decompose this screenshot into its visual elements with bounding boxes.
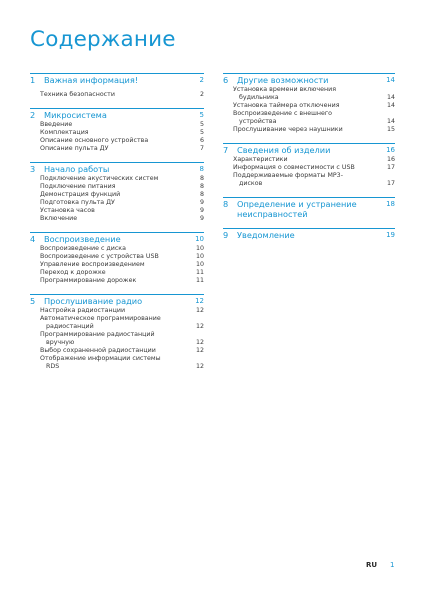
toc-entry[interactable] (40, 91, 204, 99)
section-title-line: Определение и устранение (237, 199, 357, 209)
section-title-line: неисправностей (237, 209, 308, 219)
entry-title (40, 137, 196, 145)
entry-title-line: Установка часов (40, 207, 95, 214)
page-number: 1 (390, 561, 395, 569)
entry-page-number: 12 (195, 363, 204, 370)
entry-title-line: дисков (239, 180, 263, 187)
section-page-number: 10 (195, 235, 204, 243)
section-page-number: 16 (386, 146, 395, 154)
toc-section (30, 232, 204, 285)
section-number: 5 (30, 296, 36, 306)
entry-title-line: Настройка радиостанции (40, 307, 126, 314)
entry-title-line: радиостанций (46, 323, 94, 330)
entry-page-number: 8 (199, 175, 204, 182)
toc-entry[interactable] (40, 199, 204, 207)
toc-entry-list (223, 86, 395, 134)
entry-title-line: устройства (239, 118, 277, 125)
entry-title-line: Программирование радиостанций (40, 331, 155, 338)
toc-section-heading[interactable] (30, 73, 204, 85)
entry-title (40, 331, 192, 347)
toc-section-heading[interactable] (30, 232, 204, 244)
entry-title-line: Программирование дорожек (40, 277, 137, 284)
entry-page-number: 17 (386, 180, 395, 187)
entry-title (40, 269, 192, 277)
toc-entry-list (30, 91, 204, 99)
section-title (44, 110, 196, 120)
entry-title (233, 86, 383, 102)
toc-left-column (30, 73, 204, 380)
entry-title (40, 145, 196, 153)
toc-entry-list (30, 175, 204, 223)
entry-title-line: Описание пульта ДУ (40, 145, 109, 152)
toc-section (30, 162, 204, 223)
toc-section-heading[interactable] (223, 197, 395, 219)
entry-title (40, 215, 196, 223)
section-page-number: 12 (195, 297, 204, 305)
entry-title-line: Установка таймера отключения (233, 102, 340, 109)
toc-section (223, 197, 395, 219)
entry-title (40, 347, 192, 355)
toc-entry[interactable] (40, 347, 204, 355)
entry-page-number: 2 (199, 91, 204, 98)
entry-title-line: Воспроизведение с устройства USB (40, 253, 159, 260)
toc-section (223, 228, 395, 240)
toc-entry[interactable] (40, 175, 204, 183)
entry-page-number: 8 (199, 183, 204, 190)
toc-entry[interactable] (40, 331, 204, 347)
section-number: 6 (223, 75, 229, 85)
toc-section-heading[interactable] (30, 294, 204, 306)
entry-title (233, 102, 383, 110)
toc-section-heading[interactable] (223, 73, 395, 85)
entry-title (40, 183, 196, 191)
entry-title-line: Характеристики (233, 156, 288, 163)
entry-page-number: 9 (199, 199, 204, 206)
entry-page-number: 12 (195, 307, 204, 314)
section-number: 3 (30, 164, 36, 174)
entry-title (40, 199, 196, 207)
entry-title (40, 207, 196, 215)
toc-entry[interactable] (40, 129, 204, 137)
entry-title-line: Отображение информации системы (40, 355, 161, 362)
toc-entry[interactable] (40, 277, 204, 285)
entry-page-number: 5 (199, 121, 204, 128)
toc-section (223, 143, 395, 188)
toc-section (30, 294, 204, 371)
entry-page-number: 14 (386, 118, 395, 125)
section-number: 2 (30, 110, 36, 120)
toc-section-heading[interactable] (30, 162, 204, 174)
entry-page-number: 9 (199, 207, 204, 214)
section-title (237, 145, 382, 155)
entry-title (40, 121, 196, 129)
entry-page-number: 11 (195, 277, 204, 284)
section-page-number: 18 (386, 200, 395, 208)
section-number: 7 (223, 145, 229, 155)
toc-section (30, 108, 204, 153)
entry-title-line: Информация о совместимости с USB (233, 164, 355, 171)
toc-entry[interactable] (40, 253, 204, 261)
section-title (44, 75, 196, 85)
entry-title (40, 245, 192, 253)
section-title-line: Прослушивание радио (44, 296, 143, 306)
section-number: 8 (223, 199, 229, 209)
section-title (237, 230, 382, 240)
entry-title (40, 277, 192, 285)
toc-entry[interactable] (233, 86, 395, 102)
entry-title (233, 164, 383, 172)
toc-entry[interactable] (233, 102, 395, 110)
entry-page-number: 9 (199, 215, 204, 222)
toc-entry[interactable] (40, 183, 204, 191)
entry-title-line: Описание основного устройства (40, 137, 149, 144)
entry-page-number: 14 (386, 102, 395, 109)
entry-title-line: Переход к дорожке (40, 269, 106, 276)
section-page-number: 8 (199, 165, 204, 173)
entry-title-line: Введение (40, 121, 73, 128)
entry-page-number: 6 (199, 137, 204, 144)
entry-title (40, 129, 196, 137)
entry-title (233, 172, 383, 188)
toc-section-heading[interactable] (223, 228, 395, 240)
toc-entry[interactable] (40, 191, 204, 199)
section-page-number: 19 (386, 231, 395, 239)
section-title (44, 164, 196, 174)
section-title (44, 296, 191, 306)
entry-page-number: 12 (195, 347, 204, 354)
entry-title (40, 355, 192, 371)
entry-page-number: 16 (386, 156, 395, 163)
toc-entry-list (30, 121, 204, 153)
entry-page-number: 8 (199, 191, 204, 198)
toc-entry[interactable] (40, 261, 204, 269)
entry-title (40, 191, 196, 199)
section-page-number: 2 (199, 76, 204, 84)
toc-entry[interactable] (40, 215, 204, 223)
toc-entry[interactable] (233, 156, 395, 164)
toc-entry[interactable] (40, 145, 204, 153)
entry-title (40, 175, 196, 183)
entry-title-line: Прослушивание через наушники (233, 126, 343, 133)
entry-page-number: 5 (199, 129, 204, 136)
section-title (237, 75, 382, 85)
entry-page-number: 12 (195, 339, 204, 346)
entry-page-number: 7 (199, 145, 204, 152)
section-title-line: Уведомление (237, 230, 295, 240)
section-title (237, 199, 382, 219)
toc-entry[interactable] (40, 315, 204, 331)
section-title-line: Другие возможности (237, 75, 329, 85)
entry-title-line: Подключение питания (40, 183, 116, 190)
section-title-line: Воспроизведение (44, 234, 121, 244)
toc-entry-list (223, 156, 395, 188)
entry-title (40, 315, 192, 331)
toc-entry-list (30, 245, 204, 285)
section-page-number: 14 (386, 76, 395, 84)
entry-title (233, 110, 383, 126)
toc-entry[interactable] (233, 164, 395, 172)
section-title-line: Начало работы (44, 164, 110, 174)
toc-entry[interactable] (233, 110, 395, 126)
section-number: 9 (223, 230, 229, 240)
entry-title-line: Подготовка пульта ДУ (40, 199, 115, 206)
toc-section (223, 73, 395, 134)
entry-title-line: Воспроизведение с внешнего (233, 110, 333, 117)
entry-title-line: Поддерживаемые форматы MP3- (233, 172, 343, 179)
toc-entry[interactable] (40, 355, 204, 371)
entry-page-number: 10 (195, 261, 204, 268)
toc-entry[interactable] (40, 269, 204, 277)
entry-title (233, 126, 383, 134)
toc-entry[interactable] (233, 126, 395, 134)
entry-title-line: Подключение акустических систем (40, 175, 159, 182)
entry-title-line: RDS (46, 363, 60, 370)
section-number: 4 (30, 234, 36, 244)
entry-title (40, 253, 192, 261)
entry-page-number: 17 (386, 164, 395, 171)
entry-title-line: Управление воспроизведением (40, 261, 145, 268)
entry-title-line: Воспроизведение с диска (40, 245, 126, 252)
entry-title (233, 156, 383, 164)
entry-page-number: 10 (195, 253, 204, 260)
entry-title-line: Автоматическое программирование (40, 315, 161, 322)
entry-title-line: Демонстрация функций (40, 191, 121, 198)
entry-title-line: вручную (46, 339, 75, 346)
toc-entry[interactable] (40, 307, 204, 315)
toc-entry[interactable] (233, 172, 395, 188)
entry-title (40, 261, 192, 269)
toc-section (30, 73, 204, 99)
section-number: 1 (30, 75, 36, 85)
section-page-number: 5 (199, 111, 204, 119)
entry-title (40, 307, 192, 315)
toc-section-heading[interactable] (223, 143, 395, 155)
toc-entry[interactable] (40, 121, 204, 129)
entry-title-line: Установка времени включения (233, 86, 337, 93)
entry-title-line: будильника (239, 94, 279, 101)
entry-title (40, 91, 196, 99)
entry-page-number: 15 (386, 126, 395, 133)
toc-section-heading[interactable] (30, 108, 204, 120)
section-title-line: Микросистема (44, 110, 107, 120)
entry-page-number: 12 (195, 323, 204, 330)
toc-entry[interactable] (40, 137, 204, 145)
entry-page-number: 11 (195, 269, 204, 276)
entry-title-line: Комплектация (40, 129, 89, 136)
entry-page-number: 14 (386, 94, 395, 101)
toc-right-column (223, 73, 395, 249)
section-title (44, 234, 191, 244)
language-code: RU (366, 561, 378, 569)
toc-entry-list (30, 307, 204, 371)
entry-title-line: Техника безопасности (40, 91, 115, 98)
section-title-line: Важная информация! (44, 75, 139, 85)
page-title: Содержание (30, 27, 176, 52)
section-title-line: Сведения об изделии (237, 145, 331, 155)
entry-page-number: 10 (195, 245, 204, 252)
toc-entry[interactable] (40, 207, 204, 215)
entry-title-line: Выбор сохраненной радиостанции (40, 347, 156, 354)
toc-entry[interactable] (40, 245, 204, 253)
entry-title-line: Включение (40, 215, 78, 222)
